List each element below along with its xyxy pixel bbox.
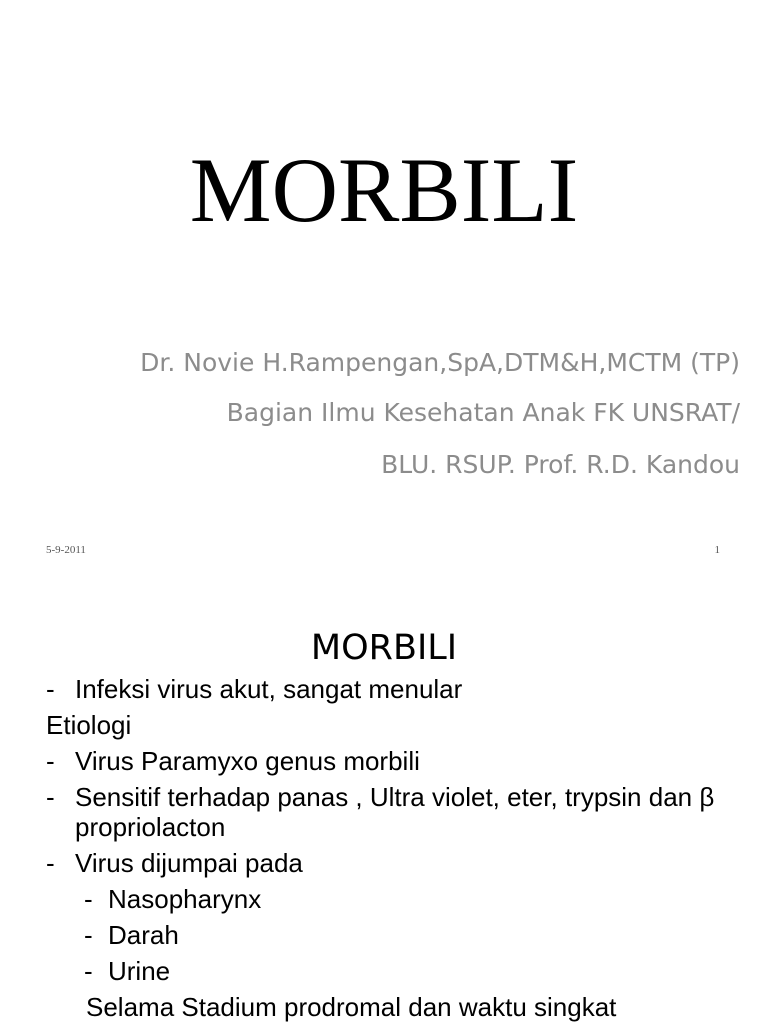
sub-list-item bbox=[46, 920, 746, 950]
slide-title: MORBILI bbox=[310, 628, 458, 668]
list-item bbox=[46, 746, 746, 776]
slide-title: MORBILI bbox=[189, 139, 579, 241]
section-heading-text: Etiologi bbox=[46, 710, 132, 740]
bullet-marker: - bbox=[84, 884, 93, 914]
bullet-marker: - bbox=[46, 746, 55, 776]
content-slide bbox=[0, 576, 768, 1024]
sub-list-item bbox=[46, 884, 746, 914]
sub-list-item-text: Urine bbox=[108, 956, 171, 986]
continuation-text bbox=[46, 992, 746, 1022]
bullet-marker: - bbox=[84, 956, 93, 986]
sub-list-item-text: Darah bbox=[108, 920, 179, 950]
author-line: Dr. Novie H.Rampengan,SpA,DTM&H,MCTM (TP) bbox=[140, 348, 740, 377]
continuation-text-value: Selama Stadium prodromal dan waktu singkat bbox=[86, 992, 617, 1022]
section-heading bbox=[46, 710, 746, 740]
list-item-text: Infeksi virus akut, sangat menular bbox=[75, 674, 463, 704]
department-line: Bagian Ilmu Kesehatan Anak FK UNSRAT/ bbox=[226, 398, 740, 427]
list-item-text: Sensitif terhadap panas , Ultra violet, eter, trypsin dan β propriolacton bbox=[75, 782, 715, 842]
bullet-marker: - bbox=[46, 674, 55, 704]
hospital-line: BLU. RSUP. Prof. R.D. Kandou bbox=[381, 450, 740, 479]
footer-date: 5-9-2011 bbox=[46, 544, 86, 556]
bullet-marker: - bbox=[46, 782, 55, 812]
sub-list-item bbox=[46, 956, 746, 986]
list-item bbox=[46, 674, 746, 704]
list-item bbox=[46, 782, 746, 842]
bullet-marker: - bbox=[46, 848, 55, 878]
bullet-list bbox=[46, 674, 746, 1022]
list-item-text: Virus Paramyxo genus morbili bbox=[75, 746, 420, 776]
list-item bbox=[46, 848, 746, 878]
bullet-marker: - bbox=[84, 920, 93, 950]
page-number: 1 bbox=[714, 544, 720, 556]
list-item-text: Virus dijumpai pada bbox=[75, 848, 303, 878]
sub-list-item-text: Nasopharynx bbox=[108, 884, 262, 914]
